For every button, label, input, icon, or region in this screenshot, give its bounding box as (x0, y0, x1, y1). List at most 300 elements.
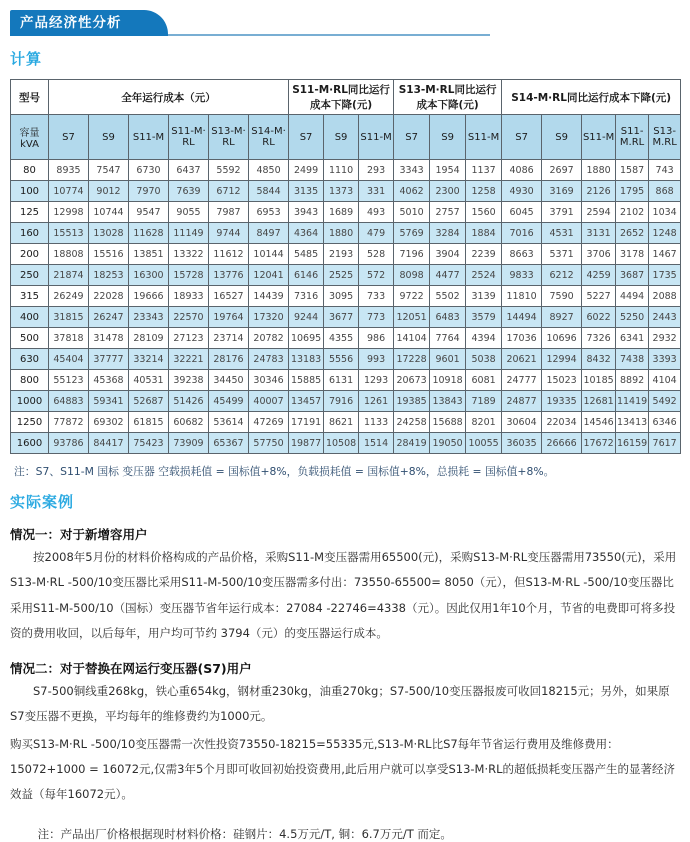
value-cell: 7438 (616, 349, 649, 370)
value-cell: 6081 (466, 370, 502, 391)
value-cell: 2102 (616, 202, 649, 223)
value-cell: 7639 (169, 181, 209, 202)
value-cell: 8098 (394, 265, 430, 286)
value-cell: 37777 (89, 349, 129, 370)
value-cell: 5227 (582, 286, 616, 307)
value-cell: 13457 (289, 391, 324, 412)
value-cell: 11419 (616, 391, 649, 412)
table-row (11, 307, 681, 328)
value-cell: 8927 (542, 307, 582, 328)
value-cell: 1954 (430, 160, 466, 181)
value-cell: 4259 (582, 265, 616, 286)
value-cell: 13851 (129, 244, 169, 265)
value-cell: 47269 (249, 412, 289, 433)
value-cell: 77872 (49, 412, 89, 433)
table-row (11, 160, 681, 181)
value-cell: 7316 (289, 286, 324, 307)
value-cell: 13028 (89, 223, 129, 244)
value-cell: 8892 (616, 370, 649, 391)
series-header-cell: S11-M (582, 115, 616, 160)
value-cell: 3579 (466, 307, 502, 328)
value-cell: 10774 (49, 181, 89, 202)
series-header-cell: S11-M (129, 115, 169, 160)
value-cell: 1137 (466, 160, 502, 181)
value-cell: 331 (359, 181, 394, 202)
value-cell: 9833 (502, 265, 542, 286)
value-cell: 1133 (359, 412, 394, 433)
capacity-cell: 1600 (11, 433, 49, 454)
value-cell: 32221 (169, 349, 209, 370)
value-cell: 3343 (394, 160, 430, 181)
value-cell: 13413 (616, 412, 649, 433)
value-cell: 2193 (324, 244, 359, 265)
value-cell: 5844 (249, 181, 289, 202)
value-cell: 10744 (89, 202, 129, 223)
value-cell: 3791 (542, 202, 582, 223)
series-header-cell: S7 (289, 115, 324, 160)
value-cell: 11612 (209, 244, 249, 265)
value-cell: 26666 (542, 433, 582, 454)
value-cell: 6045 (502, 202, 542, 223)
series-header-cell: S7 (49, 115, 89, 160)
case2-title: 情况二：对于替换在网运行变压器(S7)用户 (10, 661, 252, 677)
series-header-cell: S11-M (466, 115, 502, 160)
value-cell: 1261 (359, 391, 394, 412)
value-cell: 986 (359, 328, 394, 349)
value-cell: 3706 (582, 244, 616, 265)
value-cell: 39238 (169, 370, 209, 391)
value-cell: 20782 (249, 328, 289, 349)
value-cell: 52687 (129, 391, 169, 412)
value-cell: 3095 (324, 286, 359, 307)
value-cell: 18808 (49, 244, 89, 265)
value-cell: 2300 (430, 181, 466, 202)
value-cell: 1293 (359, 370, 394, 391)
group-header-cell: S14-M·RL同比运行成本下降(元) (502, 80, 681, 115)
series-header-cell: S7 (394, 115, 430, 160)
value-cell: 733 (359, 286, 394, 307)
value-cell: 10696 (542, 328, 582, 349)
value-cell: 1880 (582, 160, 616, 181)
capacity-cell: 800 (11, 370, 49, 391)
value-cell: 1034 (649, 202, 681, 223)
value-cell: 773 (359, 307, 394, 328)
value-cell: 16527 (209, 286, 249, 307)
value-cell: 9744 (209, 223, 249, 244)
value-cell: 10144 (249, 244, 289, 265)
value-cell: 3943 (289, 202, 324, 223)
value-cell: 7196 (394, 244, 430, 265)
value-cell: 12994 (542, 349, 582, 370)
value-cell: 21874 (49, 265, 89, 286)
value-cell: 24877 (502, 391, 542, 412)
value-cell: 6437 (169, 160, 209, 181)
value-cell: 22028 (89, 286, 129, 307)
value-cell: 9601 (430, 349, 466, 370)
value-cell: 7189 (466, 391, 502, 412)
value-cell: 1258 (466, 181, 502, 202)
value-cell: 8663 (502, 244, 542, 265)
value-cell: 55123 (49, 370, 89, 391)
value-cell: 5769 (394, 223, 430, 244)
value-cell: 8935 (49, 160, 89, 181)
value-cell: 6730 (129, 160, 169, 181)
value-cell: 1795 (616, 181, 649, 202)
capacity-cell: 200 (11, 244, 49, 265)
value-cell: 1373 (324, 181, 359, 202)
value-cell: 1110 (324, 160, 359, 181)
value-cell: 13843 (430, 391, 466, 412)
value-cell: 60682 (169, 412, 209, 433)
value-cell: 10508 (324, 433, 359, 454)
capacity-cell: 250 (11, 265, 49, 286)
group-header-cell: S11-M·RL同比运行成本下降(元) (289, 80, 394, 115)
value-cell: 528 (359, 244, 394, 265)
series-header-cell: S9 (542, 115, 582, 160)
value-cell: 18253 (89, 265, 129, 286)
series-header-cell: S14-M·RL (249, 115, 289, 160)
value-cell: 10918 (430, 370, 466, 391)
value-cell: 11149 (169, 223, 209, 244)
table-row (11, 391, 681, 412)
section-banner (10, 10, 168, 36)
series-header-cell: S11-M.RL (616, 115, 649, 160)
case2-para1: S7-500铜线重268kg，铁心重654kg，钢材重230kg，油重270kg；S7-500/10变压器报废可收回18215元；另外，如果原S7变压器不更换，平均每年的维修费约为1000元。 (10, 684, 670, 724)
value-cell: 13776 (209, 265, 249, 286)
table-row (11, 370, 681, 391)
value-cell: 57750 (249, 433, 289, 454)
value-cell: 6712 (209, 181, 249, 202)
value-cell: 7326 (582, 328, 616, 349)
value-cell: 572 (359, 265, 394, 286)
value-cell: 65367 (209, 433, 249, 454)
value-cell: 27123 (169, 328, 209, 349)
value-cell: 5556 (324, 349, 359, 370)
value-cell: 14546 (582, 412, 616, 433)
value-cell: 4394 (466, 328, 502, 349)
value-cell: 11628 (129, 223, 169, 244)
value-cell: 2088 (649, 286, 681, 307)
value-cell: 10185 (582, 370, 616, 391)
value-cell: 6346 (649, 412, 681, 433)
value-cell: 8497 (249, 223, 289, 244)
value-cell: 743 (649, 160, 681, 181)
value-cell: 9244 (289, 307, 324, 328)
banner-title: 产品经济性分析 (20, 15, 122, 31)
value-cell: 4086 (502, 160, 542, 181)
value-cell: 1560 (466, 202, 502, 223)
table-row (11, 328, 681, 349)
value-cell: 8432 (582, 349, 616, 370)
value-cell: 23343 (129, 307, 169, 328)
value-cell: 7547 (89, 160, 129, 181)
series-header-cell: S13-M·RL (209, 115, 249, 160)
value-cell: 4104 (649, 370, 681, 391)
value-cell: 24783 (249, 349, 289, 370)
value-cell: 8621 (324, 412, 359, 433)
value-cell: 2652 (616, 223, 649, 244)
banner (10, 10, 680, 36)
capacity-cell: 100 (11, 181, 49, 202)
value-cell: 17228 (394, 349, 430, 370)
table-row (11, 433, 681, 454)
value-cell: 15688 (430, 412, 466, 433)
value-cell: 45499 (209, 391, 249, 412)
value-cell: 45404 (49, 349, 89, 370)
value-cell: 9012 (89, 181, 129, 202)
value-cell: 19764 (209, 307, 249, 328)
value-cell: 2126 (582, 181, 616, 202)
value-cell: 51426 (169, 391, 209, 412)
value-cell: 12041 (249, 265, 289, 286)
value-cell: 3677 (324, 307, 359, 328)
capacity-cell: 160 (11, 223, 49, 244)
value-cell: 16300 (129, 265, 169, 286)
value-cell: 12681 (582, 391, 616, 412)
value-cell: 2524 (466, 265, 502, 286)
value-cell: 31815 (49, 307, 89, 328)
series-header-cell: S9 (89, 115, 129, 160)
table-row (11, 265, 681, 286)
value-cell: 4494 (616, 286, 649, 307)
value-cell: 7970 (129, 181, 169, 202)
value-cell: 53614 (209, 412, 249, 433)
capacity-header-cell: 容量 kVA (11, 115, 49, 160)
table-note: 注：S7、S11-M 国标 变压器 空载损耗值 = 国标值+8%，负载损耗值 = 国标值+8%，总损耗 = 国标值+8%。 (14, 465, 555, 478)
capacity-cell: 630 (11, 349, 49, 370)
value-cell: 1248 (649, 223, 681, 244)
value-cell: 5492 (649, 391, 681, 412)
value-cell: 6212 (542, 265, 582, 286)
value-cell: 3393 (649, 349, 681, 370)
value-cell: 84417 (89, 433, 129, 454)
value-cell: 5485 (289, 244, 324, 265)
price-footnote: 注：产品出厂价格根据现时材料价格：硅钢片：4.5万元/T, 铜：6.7万元/T 而定。 (37, 826, 452, 841)
value-cell: 3687 (616, 265, 649, 286)
series-header-cell: S9 (324, 115, 359, 160)
value-cell: 7617 (649, 433, 681, 454)
table-row (11, 244, 681, 265)
value-cell: 45368 (89, 370, 129, 391)
value-cell: 64883 (49, 391, 89, 412)
capacity-cell: 400 (11, 307, 49, 328)
value-cell: 4062 (394, 181, 430, 202)
value-cell: 17320 (249, 307, 289, 328)
value-cell: 17672 (582, 433, 616, 454)
value-cell: 19666 (129, 286, 169, 307)
value-cell: 6341 (616, 328, 649, 349)
value-cell: 6146 (289, 265, 324, 286)
value-cell: 3178 (616, 244, 649, 265)
value-cell: 75423 (129, 433, 169, 454)
series-header-cell: S7 (502, 115, 542, 160)
value-cell: 9055 (169, 202, 209, 223)
value-cell: 12051 (394, 307, 430, 328)
value-cell: 40007 (249, 391, 289, 412)
value-cell: 69302 (89, 412, 129, 433)
capacity-cell: 1250 (11, 412, 49, 433)
value-cell: 9722 (394, 286, 430, 307)
value-cell: 993 (359, 349, 394, 370)
value-cell: 2697 (542, 160, 582, 181)
value-cell: 1689 (324, 202, 359, 223)
model-header-cell: 型号 (11, 80, 49, 115)
value-cell: 2239 (466, 244, 502, 265)
value-cell: 14104 (394, 328, 430, 349)
cost-table (10, 79, 681, 454)
capacity-cell: 125 (11, 202, 49, 223)
value-cell: 6022 (582, 307, 616, 328)
value-cell: 15516 (89, 244, 129, 265)
group-header-cell: 全年运行成本（元） (49, 80, 289, 115)
value-cell: 8201 (466, 412, 502, 433)
table-row (11, 181, 681, 202)
value-cell: 3169 (542, 181, 582, 202)
case1-title: 情况一：对于新增容用户 (10, 527, 148, 542)
value-cell: 28176 (209, 349, 249, 370)
value-cell: 3139 (466, 286, 502, 307)
value-cell: 19385 (394, 391, 430, 412)
value-cell: 2525 (324, 265, 359, 286)
value-cell: 26247 (89, 307, 129, 328)
value-cell: 33214 (129, 349, 169, 370)
value-cell: 868 (649, 181, 681, 202)
value-cell: 2499 (289, 160, 324, 181)
banner-underline (168, 34, 490, 36)
value-cell: 7590 (542, 286, 582, 307)
value-cell: 2932 (649, 328, 681, 349)
value-cell: 36035 (502, 433, 542, 454)
value-cell: 5502 (430, 286, 466, 307)
value-cell: 15885 (289, 370, 324, 391)
value-cell: 5010 (394, 202, 430, 223)
table-row (11, 412, 681, 433)
value-cell: 2594 (582, 202, 616, 223)
value-cell: 19050 (430, 433, 466, 454)
value-cell: 17191 (289, 412, 324, 433)
series-header-cell: S11-M·RL (169, 115, 209, 160)
value-cell: 479 (359, 223, 394, 244)
value-cell: 4477 (430, 265, 466, 286)
value-cell: 3284 (430, 223, 466, 244)
case1-body: 按2008年5月份的材料价格构成的产品价格，采购S11-M变压器需用65500(元)，采购S13-M·RL变压器需用73550(元)，采用S13-M·RL -500/10变压器比采用S11-M-500/10变压器需多付出：73550-65500= 8050（元），但S13-M·RL -500/10变压器比采用S11-M-500/10（国标）变压器节省年运行成本：27084 -22746=4338（元）。因此仅用1年10个月，节省的电费即可将多投资的费用收回，以后每年，用户均可节约 3794（元）的变压器运行成本。 (10, 550, 677, 640)
value-cell: 31478 (89, 328, 129, 349)
value-cell: 293 (359, 160, 394, 181)
value-cell: 61815 (129, 412, 169, 433)
value-cell: 4930 (502, 181, 542, 202)
value-cell: 4364 (289, 223, 324, 244)
value-cell: 16159 (616, 433, 649, 454)
value-cell: 1884 (466, 223, 502, 244)
table-row (11, 202, 681, 223)
value-cell: 493 (359, 202, 394, 223)
value-cell: 7764 (430, 328, 466, 349)
value-cell: 26249 (49, 286, 89, 307)
value-cell: 7916 (324, 391, 359, 412)
value-cell: 5038 (466, 349, 502, 370)
group-header-cell: S13-M·RL同比运行成本下降(元) (394, 80, 502, 115)
value-cell: 2443 (649, 307, 681, 328)
value-cell: 13322 (169, 244, 209, 265)
value-cell: 5592 (209, 160, 249, 181)
value-cell: 24777 (502, 370, 542, 391)
value-cell: 15728 (169, 265, 209, 286)
value-cell: 5250 (616, 307, 649, 328)
value-cell: 6483 (430, 307, 466, 328)
value-cell: 20621 (502, 349, 542, 370)
value-cell: 9547 (129, 202, 169, 223)
calc-heading: 计算 (10, 50, 43, 68)
series-header-cell: S9 (430, 115, 466, 160)
value-cell: 40531 (129, 370, 169, 391)
value-cell: 11810 (502, 286, 542, 307)
value-cell: 6131 (324, 370, 359, 391)
value-cell: 34450 (209, 370, 249, 391)
value-cell: 15023 (542, 370, 582, 391)
value-cell: 13183 (289, 349, 324, 370)
value-cell: 4531 (542, 223, 582, 244)
case2-para2: 购买S13-M·RL -500/10变压器需一次性投资73550-18215=55335元,S13-M·RL比S7每年节省运行费用及维修费用：15072+1000 = 16072元,仅需3年5个月即可收回初始投资费用,此后用户就可以享受S13-M·RL的超低损耗变压器产生的显著经济效益（每年16072元）。 (10, 736, 676, 802)
value-cell: 73909 (169, 433, 209, 454)
series-header-cell: S11-M (359, 115, 394, 160)
value-cell: 5371 (542, 244, 582, 265)
value-cell: 28419 (394, 433, 430, 454)
table-row (11, 349, 681, 370)
value-cell: 12998 (49, 202, 89, 223)
table-row (11, 286, 681, 307)
table-row (11, 223, 681, 244)
value-cell: 6953 (249, 202, 289, 223)
value-cell: 15513 (49, 223, 89, 244)
value-cell: 3135 (289, 181, 324, 202)
value-cell: 4850 (249, 160, 289, 181)
value-cell: 20673 (394, 370, 430, 391)
capacity-cell: 315 (11, 286, 49, 307)
value-cell: 14494 (502, 307, 542, 328)
value-cell: 7016 (502, 223, 542, 244)
capacity-cell: 500 (11, 328, 49, 349)
value-cell: 37818 (49, 328, 89, 349)
value-cell: 1467 (649, 244, 681, 265)
capacity-cell: 80 (11, 160, 49, 181)
value-cell: 22570 (169, 307, 209, 328)
value-cell: 24258 (394, 412, 430, 433)
value-cell: 7987 (209, 202, 249, 223)
capacity-cell: 1000 (11, 391, 49, 412)
value-cell: 4355 (324, 328, 359, 349)
value-cell: 23714 (209, 328, 249, 349)
value-cell: 59341 (89, 391, 129, 412)
value-cell: 14439 (249, 286, 289, 307)
value-cell: 1514 (359, 433, 394, 454)
value-cell: 93786 (49, 433, 89, 454)
value-cell: 19877 (289, 433, 324, 454)
value-cell: 28109 (129, 328, 169, 349)
value-cell: 30604 (502, 412, 542, 433)
value-cell: 17036 (502, 328, 542, 349)
value-cell: 19335 (542, 391, 582, 412)
value-cell: 30346 (249, 370, 289, 391)
value-cell: 3904 (430, 244, 466, 265)
value-cell: 3131 (582, 223, 616, 244)
series-header-cell: S13-M.RL (649, 115, 681, 160)
cases-heading: 实际案例 (10, 493, 75, 511)
value-cell: 10055 (466, 433, 502, 454)
value-cell: 22034 (542, 412, 582, 433)
value-cell: 10695 (289, 328, 324, 349)
value-cell: 1587 (616, 160, 649, 181)
value-cell: 1735 (649, 265, 681, 286)
